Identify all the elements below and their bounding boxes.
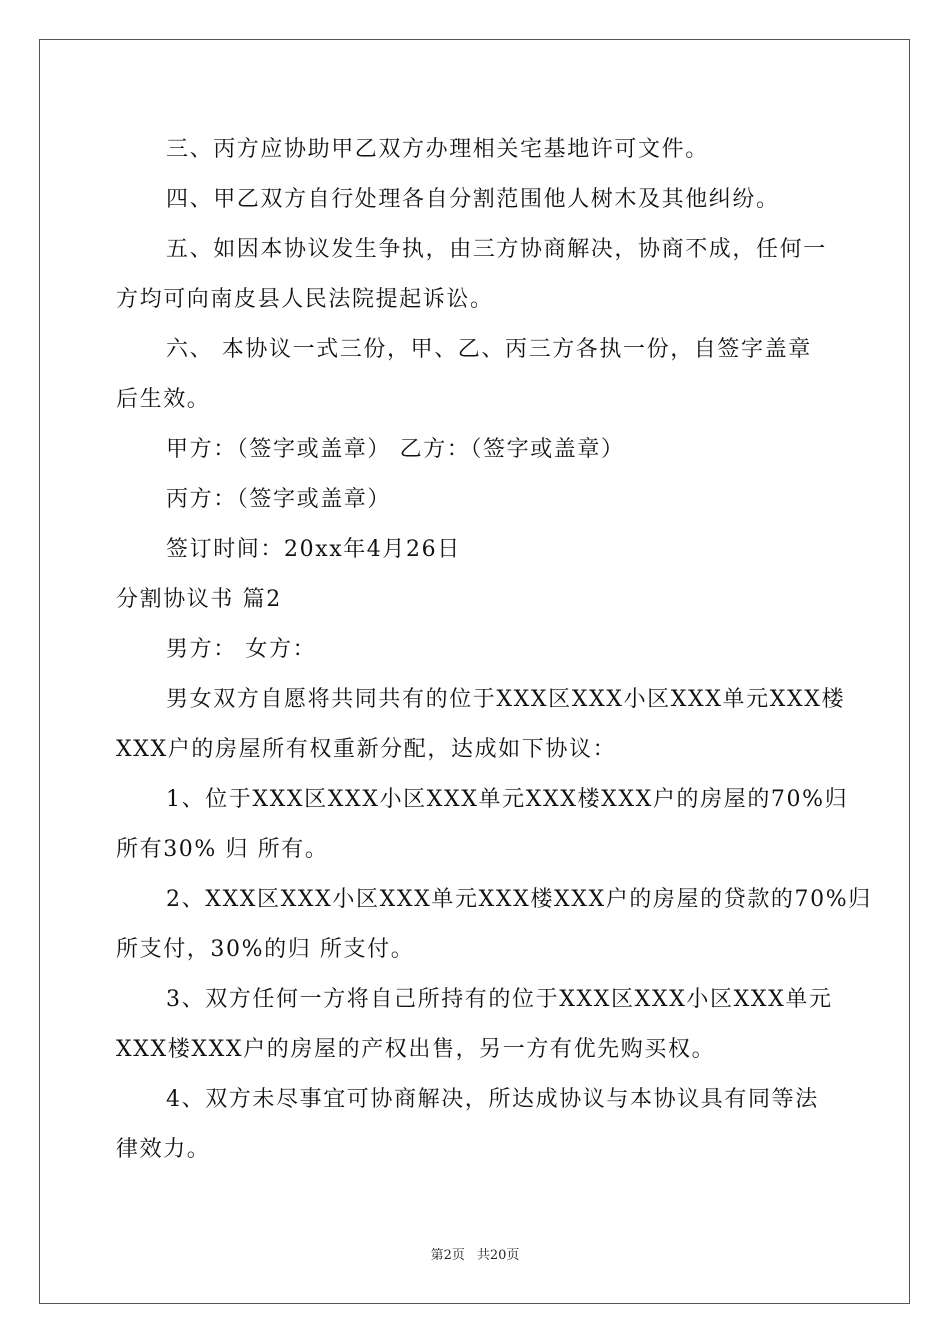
preamble-line-2: XXX户的房屋所有权重新分配，达成如下协议：: [116, 737, 617, 762]
page-footer: [0, 1248, 950, 1264]
clause-6-line-1: 六、 本协议一式三份，甲、乙、丙三方各执一份，自签字盖章: [166, 337, 812, 362]
page-border: [39, 39, 910, 1304]
item-4-line-2: 律效力。: [116, 1137, 211, 1162]
preamble-line-1: 男女双方自愿将共同共有的位于XXX区XXX小区XXX单元XXX楼: [166, 687, 846, 712]
item-3-line-1: 3、双方任何一方将自己所持有的位于XXX区XXX小区XXX单元: [166, 987, 833, 1012]
item-3-line-2: XXX楼XXX户的房屋的产权出售，另一方有优先购买权。: [116, 1037, 716, 1062]
signing-date: 签订时间：20xx年4月26日: [166, 537, 461, 562]
page-number-total: 共20页: [476, 1248, 520, 1263]
page-number-current: 第2页: [430, 1248, 465, 1263]
parties-line: 男方： 女方：: [166, 637, 317, 662]
signature-party-a-b: 甲方：（签字或盖章） 乙方：（签字或盖章）: [166, 437, 625, 462]
clause-4-line: 四、甲乙双方自行处理各自分割范围他人树木及其他纠纷。: [166, 187, 780, 212]
item-4-line-1: 4、双方未尽事宜可协商解决，所达成协议与本协议具有同等法: [166, 1087, 819, 1112]
item-1-line-1: 1、位于XXX区XXX小区XXX单元XXX楼XXX户的房屋的70%归: [166, 787, 849, 812]
clause-5-line-2: 方均可向南皮县人民法院提起诉讼。: [116, 287, 494, 312]
item-2-line-2: 所支付，30%的归 所支付。: [116, 937, 415, 962]
clause-6-line-2: 后生效。: [116, 387, 211, 412]
item-2-line-1: 2、XXX区XXX小区XXX单元XXX楼XXX户的房屋的贷款的70%归: [166, 887, 872, 912]
clause-5-line-1: 五、如因本协议发生争执，由三方协商解决，协商不成，任何一: [166, 237, 827, 262]
clause-3-line: 三、丙方应协助甲乙双方办理相关宅基地许可文件。: [166, 137, 709, 162]
item-1-line-2: 所有30% 归 所有。: [116, 837, 329, 862]
signature-party-c: 丙方：（签字或盖章）: [166, 487, 392, 512]
section-heading: 分割协议书 篇2: [116, 587, 282, 612]
